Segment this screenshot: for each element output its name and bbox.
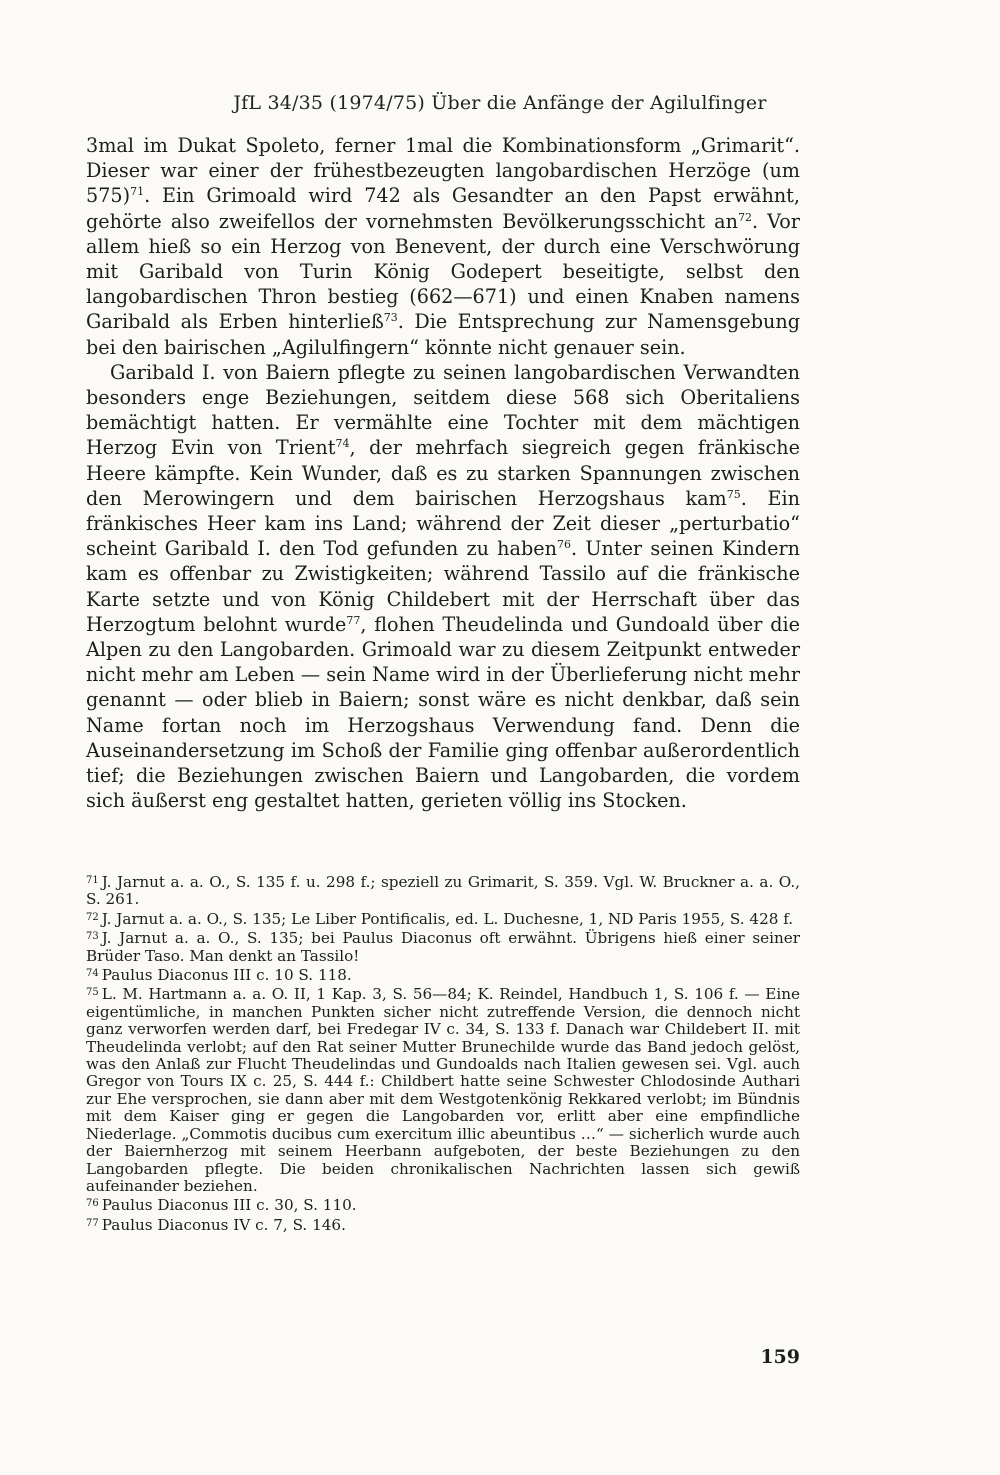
footnote-number: 77 <box>86 1217 99 1229</box>
footnote-ref: 77 <box>346 613 361 627</box>
footnote-75 <box>86 984 800 1195</box>
footnote-text: Paulus Diaconus IV c. 7, S. 146. <box>101 1215 346 1234</box>
footnote-text: J. Jarnut a. a. O., S. 135; bei Paulus Diaconus oft erwähnt. Übrigens hieß einer seiner Brüder Taso. Man denkt an Tassilo! <box>86 929 800 965</box>
footnote-ref: 74 <box>335 437 350 451</box>
footnote-73 <box>86 928 800 965</box>
text-run: , flohen Theudelinda und Gundoald über die Alpen zu den Langobarden. Grimoald war zu diesem Zeitpunkt entweder nicht mehr am Leben — sein Name wird in der Überlieferung nicht mehr genannt — oder blieb in Baiern; sonst wäre es nicht denkbar, daß sein Name fortan noch im Herzogshaus Verwendung fand. Denn die Auseinandersetzung im Schoß der Familie ging offenbar außerordentlich tief; die Beziehungen zwischen Baiern und Langobarden, die vordem sich äußerst eng gestaltet hatten, gerieten völlig ins Stocken. <box>86 612 800 813</box>
footnote-number: 73 <box>86 931 99 943</box>
footnote-text: J. Jarnut a. a. O., S. 135 f. u. 298 f.; speziell zu Grimarit, S. 359. Vgl. W. Bruckner a. a. O., S. 261. <box>86 873 800 909</box>
footnote-72 <box>86 909 800 928</box>
footnote-76 <box>86 1195 800 1214</box>
footnote-ref: 76 <box>556 538 571 552</box>
footnote-ref: 75 <box>726 487 741 501</box>
footnote-number: 76 <box>86 1198 99 1210</box>
running-header: JfL 34/35 (1974/75) Über die Anfänge der Agilulfinger <box>233 92 767 114</box>
footnote-71 <box>86 872 800 909</box>
footnote-74 <box>86 965 800 984</box>
text-run: . Ein Grimoald wird 742 als Gesandter an den Papst erwähnt, gehörte also zweifellos der vornehmsten Bevölkerungsschicht an <box>86 184 800 233</box>
footnotes <box>86 872 800 1234</box>
footnote-number: 72 <box>86 911 99 923</box>
paragraph-2 <box>86 360 800 814</box>
footnote-number: 71 <box>86 875 99 886</box>
footnote-text: Paulus Diaconus III c. 10 S. 118. <box>101 966 352 985</box>
footnote-77 <box>86 1215 800 1234</box>
footnote-ref: 71 <box>130 185 145 199</box>
paragraph-1 <box>86 133 800 360</box>
text-run: . Unter seinen Kindern kam es offenbar zu Zwistigkeiten; während Tassilo auf die fränkische Karte setzte und von König Childebert mit der Herrschaft über das Herzogtum belohnt wurde <box>86 537 800 636</box>
footnote-text: L. M. Hartmann a. a. O. II, 1 Kap. 3, S. 56—84; K. Reindel, Handbuch 1, S. 106 f. — Eine eigentümliche, in manchen Punkten sicher nicht zutreffende Version, die dennoch nicht ganz verworfen werden darf, bei Fredegar IV c. 34, S. 133 f. Danach war Childebert II. mit Theudelinda verlobt; auf den Rat seiner Mutter Brunechilde wurde das Band jedoch gelöst, was den Anlaß zur Flucht Theudelindas und Gundoalds nach Italien gewesen sei. Vgl. auch Gregor von Tours IX c. 25, S. 444 f.: Childbert hatte seine Schwester Chlodosinde Authari zur Ehe versprochen, sie dann aber mit dem Westgotenkönig Rekkared verlobt; im Bündnis mit dem Kaiser ging er gegen die Langobarden vor, erlitt aber eine empfindliche Niederlage. „Commotis ducibus cum exercitum illic abeuntibus …“ — sicherlich wurde auch der Baiernherzog mit seinem Heerbann aufgeboten, der beste Beziehungen zu den Langobarden pflegte. Die beiden chronikalischen Nachrichten lassen sich gewiß aufeinander beziehen. <box>86 985 800 1195</box>
footnote-text: Paulus Diaconus III c. 30, S. 110. <box>101 1196 357 1215</box>
footnote-number: 74 <box>86 968 99 980</box>
footnote-ref: 72 <box>737 210 752 224</box>
text-run: . Die Entsprechung zur Namensgebung bei den bairischen „Agilulfingern“ könnte nicht genauer sein. <box>86 310 800 359</box>
footnote-ref: 73 <box>383 311 398 325</box>
main-text <box>86 133 800 813</box>
footnote-number: 75 <box>86 987 99 999</box>
text-run: Garibald I. von Baiern pflegte zu seinen langobardischen Verwandten besonders enge Beziehungen, seitdem diese 568 sich Oberitaliens bemächtigt hatten. Er vermählte eine Tochter mit dem mächtigen Herzog Evin von Trient <box>86 360 800 460</box>
footnote-text: J. Jarnut a. a. O., S. 135; Le Liber Pontificalis, ed. L. Duchesne, 1, ND Paris 1955, S. 428 f. <box>101 909 794 928</box>
text-run: , der mehrfach siegreich gegen fränkische Heere kämpfte. Kein Wunder, daß es zu starken Spannungen zwischen den Merowingern und dem bairischen Herzogshaus kam <box>86 436 800 510</box>
page-number: 159 <box>760 1346 800 1368</box>
text-run: . Ein fränkisches Heer kam ins Land; während der Zeit dieser „perturbatio“ scheint Garibald I. den Tod gefunden zu haben <box>86 486 801 561</box>
text-run: . Vor allem hieß so ein Herzog von Benevent, der durch eine Verschwörung mit Garibald von Turin König Godepert beseitigte, selbst den langobardischen Thron bestieg (662—671) und einen Knaben namens Garibald als Erben hinterließ <box>86 209 800 334</box>
text-run: 3mal im Dukat Spoleto, ferner 1mal die Kombinationsform „Grimarit“. Dieser war einer der frühestbezeugten langobardischen Herzöge (um 575) <box>86 134 800 208</box>
